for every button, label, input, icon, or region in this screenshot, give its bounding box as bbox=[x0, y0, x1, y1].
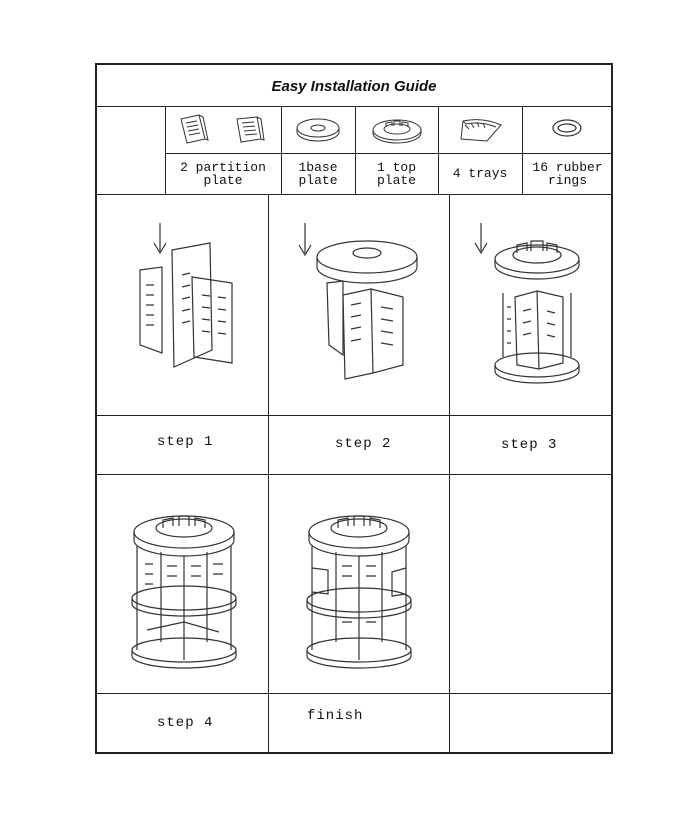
step-4-label: step 4 bbox=[157, 715, 214, 731]
step3-assembly-icon bbox=[467, 215, 597, 385]
step2-assembly-icon bbox=[287, 215, 427, 385]
partition-plates-icon bbox=[177, 111, 269, 147]
part-label-partition: 2 partition plate bbox=[180, 159, 266, 188]
part-label-trays: 4 trays bbox=[452, 166, 508, 181]
step-2-label: step 2 bbox=[335, 436, 392, 452]
installation-guide-table bbox=[95, 63, 613, 754]
top-plate-icon bbox=[370, 117, 424, 143]
part-label-top: 1 top plate bbox=[376, 159, 416, 188]
rubber-ring-icon bbox=[549, 117, 585, 139]
guide-title: Easy Installation Guide bbox=[271, 77, 437, 95]
tray-icon bbox=[457, 115, 505, 145]
part-label-base: 1base plate bbox=[298, 159, 338, 188]
finish-label: finish bbox=[307, 708, 364, 724]
part-label-rings: 16 rubber rings bbox=[532, 159, 603, 188]
divider bbox=[97, 194, 613, 195]
step-3-label: step 3 bbox=[501, 437, 558, 453]
finished-organizer-icon bbox=[302, 510, 417, 670]
divider bbox=[97, 474, 613, 475]
step1-assembly-icon bbox=[132, 215, 242, 375]
divider bbox=[97, 693, 613, 694]
divider bbox=[449, 194, 450, 754]
divider bbox=[268, 194, 269, 754]
step4-assembly-icon bbox=[127, 510, 242, 670]
step-1-label: step 1 bbox=[157, 434, 214, 450]
base-plate-icon bbox=[294, 117, 342, 143]
divider bbox=[97, 415, 613, 416]
